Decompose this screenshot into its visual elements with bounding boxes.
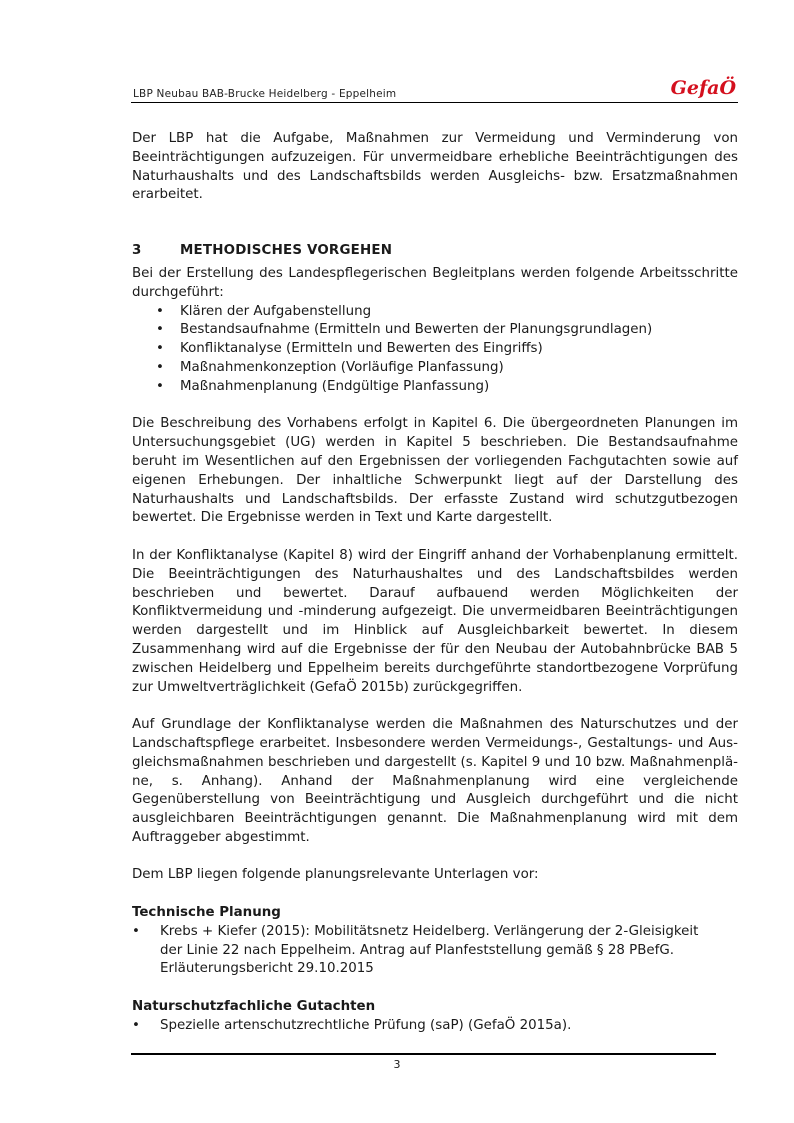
page-number: 3 [393,1058,401,1071]
list-item: • Maßnahmenkonzeption (Vorläufige Planfassung) [156,359,738,378]
section-title: METHODISCHES VORGEHEN [180,243,393,259]
paragraph-bestandsaufnahme: Die Beschreibung des Vorhabens erfolgt in Kapitel 6. Die übergeordneten Planungen im Untersuchungsgebiet (UG) werden in Kapitel 5 beschrieben. Die Bestandsaufnahme beruht im Wesentlichen auf den Ergebnissen der vorliegenden Fachgutachten sowie auf eigenen Erhebungen. Der inhaltliche Schwerpunkt liegt auf der Darstellung des Naturhaushalts und Landschaftsbilds. Der erfasste Zustand wird schutzgutbezogen bewertet. Die Ergebnisse werden in Text und Karte dargestellt. [132,416,738,526]
list-item: • Krebs + Kiefer (2015): Mobilitätsnetz Heidelberg. Verlängerung der 2-Gleisigkeit der Linie 22 nach Eppelheim. Antrag auf Planfeststellung gemäß § 28 PBefG. Erläuterungsbericht 29.10.2015 [132,923,720,979]
paragraph-konfliktanalyse: In der Konfliktanalyse (Kapitel 8) wird der Eingriff anhand der Vorhabenplanung ermittelt. Die Beeinträchtigungen des Naturhaushaltes und des Landschaftsbildes werden beschrieben und bewertet. Darauf aufbauend werden Möglichkeiten der Konfliktvermeidung und -minderung aufgezeigt. Die unvermeidbaren Beeinträchtigungen werden dargestellt und im Hinblick auf Ausgleichbarkeit bewertet. In diesem Zusammenhang wird auf die Ergebnisse der für den Neubau der Autobahnbrücke BAB 5 zwischen Heidelberg und Eppelheim bereits durchgeführte standortbezogene Vorprüfung zur Umweltverträglichkeit (GefaÖ 2015b) zurückgegriffen. [132,547,738,695]
nature-docs-list [132,1017,738,1036]
paragraph-unterlagen: Dem LBP liegen folgende planungsrelevante Unterlagen vor: [132,867,539,883]
paragraph-massnahmen: Auf Grundlage der Konfliktanalyse werden die Maßnahmen des Naturschutzes und der Landschaftspflege erarbeitet. Insbesondere werden Vermeidungs-, Gestaltungs- und Ausgleichsmaßnahmen beschrieben und dargestellt (s. Kapitel 9 und 10 bzw. Maßnahmenpläne, s. Anhang). Anhand der Maßnahmenplanung wird eine vergleichende Gegenüberstellung von Beeinträchtigung und Ausgleich durchgeführt und die nicht ausgleichbaren Beeinträchtigungen genannt. Die Maßnahmenplanung wird mit dem Auftraggeber abgestimmt. [132,717,738,845]
list-item: • Bestandsaufnahme (Ermitteln und Bewerten der Planungsgrundlagen) [156,321,738,340]
list-item: • Maßnahmenplanung (Endgültige Planfassung) [156,378,738,397]
subheading-technische-planung: Technische Planung [132,905,281,921]
header-title: LBP Neubau BAB-Brucke Heidelberg - Eppelheim [133,88,397,100]
technical-docs-list [132,923,738,979]
list-item: • Spezielle artenschutzrechtliche Prüfung (saP) (GefaÖ 2015a). [132,1017,720,1036]
page-content [132,130,738,1036]
list-item: • Konfliktanalyse (Ermitteln und Bewerten des Eingriffs) [156,340,738,359]
gefaoe-logo: GefaÖ [670,77,736,99]
steps-list [132,303,738,397]
subheading-naturschutz-gutachten: Naturschutzfachliche Gutachten [132,999,376,1015]
footer-divider [131,1053,716,1055]
section-number: 3 [132,243,142,259]
intro-paragraph: Der LBP hat die Aufgabe, Maßnahmen zur Vermeidung und Verminderung von Beeinträchtigungen aufzuzeigen. Für unvermeidbare erhebliche Beeinträchtigungen des Naturhaushalts und des Landschaftsbilds werden Ausgleichs- bzw. Ersatzmaßnahmen erarbeitet. [132,131,738,203]
section-heading [132,242,738,261]
section-lead: Bei der Erstellung des Landespflegerischen Begleitplans werden folgende Arbeitsschritte durchgeführt: [132,265,738,300]
list-item: • Klären der Aufgabenstellung [156,303,738,322]
page-header [131,76,738,103]
